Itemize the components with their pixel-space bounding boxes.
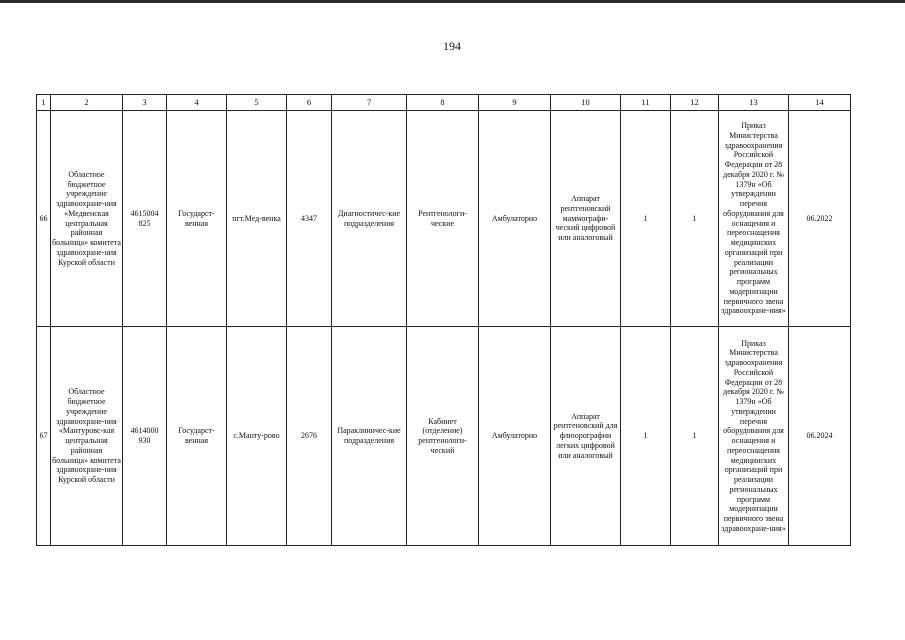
page-number: 194	[443, 39, 461, 53]
column-header: 3	[123, 95, 167, 111]
department: Кабинет (отделение) рентгенологи-ческий	[407, 327, 479, 546]
organization-name: Областное бюджетное учреждение здравоохране-ния «Мантуровс-кая центральная районная больница» комитета здравоохране-ния Курской области	[51, 327, 123, 546]
locality: пгт.Мед-венка	[227, 111, 287, 327]
column-header: 11	[621, 95, 671, 111]
column-header: 1	[37, 95, 51, 111]
legal-basis: Приказ Министерства здравоохранения Российской Федерации от 28 декабря 2020 г. № 1379н «Об утверждении перечня оборудования для оснащения и переоснащения медицинских организаций при реализации региональных программ модернизации первичного звена здравоохране-ния»	[719, 111, 789, 327]
population: 4347	[287, 111, 332, 327]
quantity-planned: 1	[671, 111, 719, 327]
column-header: 4	[167, 95, 227, 111]
row-number: 66	[37, 111, 51, 327]
deadline: 06.2024	[789, 327, 851, 546]
quantity-required: 1	[621, 327, 671, 546]
locality: с.Манту-рово	[227, 327, 287, 546]
population: 2676	[287, 327, 332, 546]
row-number: 67	[37, 327, 51, 546]
deadline: 06.2022	[789, 111, 851, 327]
page-top-border	[0, 0, 905, 3]
column-header: 6	[287, 95, 332, 111]
column-header: 12	[671, 95, 719, 111]
care-conditions: Амбулаторно	[479, 327, 551, 546]
column-header: 2	[51, 95, 123, 111]
organization-name: Областное бюджетное учреждение здравоохране-ния «Медвенская центральная районная больница» комитета здравоохране-ния Курской области	[51, 111, 123, 327]
inn: 4614000 930	[123, 327, 167, 546]
equipment-table	[36, 94, 851, 546]
column-header: 13	[719, 95, 789, 111]
column-header: 9	[479, 95, 551, 111]
table-row	[37, 111, 851, 327]
equipment-name: Аппарат рентгеновский для флюорографии легких цифровой или аналоговый	[551, 327, 621, 546]
inn: 4615004 825	[123, 111, 167, 327]
quantity-required: 1	[621, 111, 671, 327]
table-header-row	[37, 95, 851, 111]
ownership-form: Государст-венная	[167, 111, 227, 327]
column-header: 10	[551, 95, 621, 111]
care-conditions: Амбулаторно	[479, 111, 551, 327]
column-header: 14	[789, 95, 851, 111]
legal-basis: Приказ Министерства здравоохранения Российской Федерации от 28 декабря 2020 г. № 1379н «Об утверждении перечня оборудования для оснащения и переоснащения медицинских организаций при реализации региональных программ модернизации первичного звена здравоохране-ния»	[719, 327, 789, 546]
department: Рентгенологи-ческие	[407, 111, 479, 327]
unit-type: Диагностичес-кие подразделения	[332, 111, 407, 327]
column-header: 5	[227, 95, 287, 111]
unit-type: Параклиничес-кие подразделения	[332, 327, 407, 546]
column-header: 7	[332, 95, 407, 111]
ownership-form: Государст-венная	[167, 327, 227, 546]
table-row	[37, 327, 851, 546]
quantity-planned: 1	[671, 327, 719, 546]
column-header: 8	[407, 95, 479, 111]
equipment-name: Аппарат рентгеновский маммографи-ческий цифровой или аналоговый	[551, 111, 621, 327]
